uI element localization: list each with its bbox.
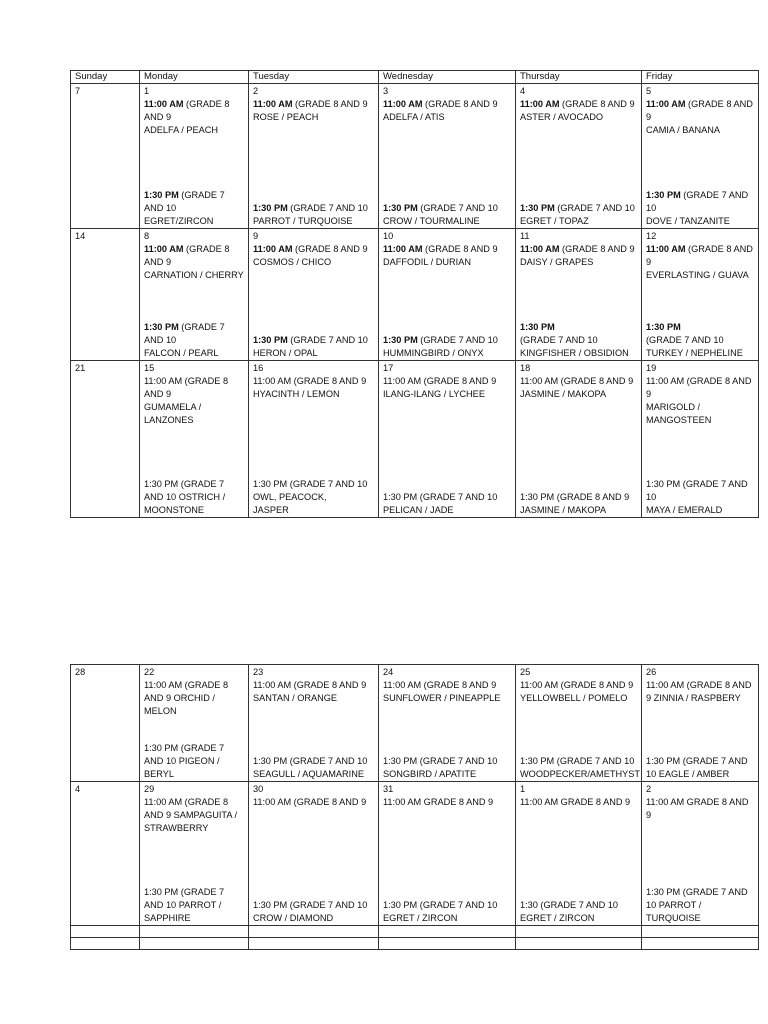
- am-time: 11:00 AM: [144, 244, 184, 254]
- empty-cell: [140, 938, 249, 950]
- day-number: 8: [144, 231, 150, 241]
- pm-sections: HUMMINGBIRD / ONYX: [383, 348, 484, 358]
- am-time: 11:00 AM: [144, 99, 184, 109]
- day-number: 22: [144, 667, 155, 677]
- sunday-cell: 4: [71, 782, 140, 926]
- day-cell: [140, 665, 249, 782]
- sunday-cell: 14: [71, 229, 140, 361]
- am-sections: MARIGOLD / MANGOSTEEN: [646, 402, 712, 425]
- week-row: [71, 229, 759, 361]
- pm-grade: (GRADE 7 AND 10: [646, 335, 724, 345]
- am-sections: DAISY / GRAPES: [520, 257, 594, 267]
- schedule-table-1: [70, 70, 759, 518]
- pm-session: 1:30 PM (GRADE 7 AND 10 PARROT / SAPPHIRE: [144, 887, 225, 923]
- pm-time: 1:30 PM: [253, 335, 288, 345]
- am-session: 11:00 AM (GRADE 8 AND 9 YELLOWBELL / POMELO: [520, 680, 634, 703]
- day-number: 24: [383, 667, 394, 677]
- am-grade: (GRADE 8 AND 9: [292, 99, 368, 109]
- am-grade: (GRADE 8 AND 9: [144, 99, 230, 122]
- pm-sections: MAYA / EMERALD: [646, 505, 723, 515]
- am-sections: GUMAMELA / LANZONES: [144, 402, 202, 425]
- day-number: 10: [383, 231, 394, 241]
- day-cell: [379, 782, 516, 926]
- am-sections: EVERLASTING / GUAVA: [646, 270, 749, 280]
- day-number: 4: [520, 86, 526, 96]
- am-grade: (GRADE 8 AND 9: [144, 244, 230, 267]
- day-number: 1: [144, 86, 150, 96]
- day-cell: [379, 361, 516, 518]
- day-cell: [642, 665, 759, 782]
- pm-grade: (GRADE 7 AND 10: [520, 335, 598, 345]
- day-number: 18: [520, 363, 531, 373]
- pm-grade: 1:30 PM (GRADE 7 AND 10: [383, 492, 498, 502]
- am-sections: DAFFODIL / DURIAN: [383, 257, 471, 267]
- week-row: [71, 84, 759, 229]
- pm-session: 1:30 PM (GRADE 7 AND 10 EAGLE / AMBER: [646, 756, 748, 779]
- sunday-cell: 21: [71, 361, 140, 518]
- pm-time: 1:30 PM: [646, 322, 681, 332]
- day-number: 19: [646, 363, 657, 373]
- day-number: 2: [253, 86, 259, 96]
- empty-cell: [140, 926, 249, 938]
- pm-time: 1:30 PM: [646, 190, 681, 200]
- pm-time: 1:30 PM: [383, 335, 418, 345]
- am-session: 11:00 AM GRADE 8 AND 9: [646, 797, 749, 820]
- schedule-table-2: [70, 664, 759, 950]
- pm-grade: (GRADE 7 AND 10: [287, 203, 368, 213]
- day-cell: [140, 229, 249, 361]
- pm-time: 1:30 PM: [253, 203, 288, 213]
- day-cell: [140, 782, 249, 926]
- day-number: 9: [253, 231, 259, 241]
- day-number: 5: [646, 86, 652, 96]
- day-cell: [249, 782, 379, 926]
- am-sections: JASMINE / MAKOPA: [520, 389, 607, 399]
- day-number: 29: [144, 784, 155, 794]
- header-tuesday: Tuesday: [249, 71, 379, 84]
- header-wednesday: Wednesday: [379, 71, 516, 84]
- am-grade: (GRADE 8 AND 9: [422, 244, 498, 254]
- pm-grade: 1:30 PM (GRADE 7 AND 10 OWL, PEACOCK,: [253, 479, 368, 502]
- day-number: 11: [520, 231, 530, 241]
- am-grade: (GRADE 8 AND 9: [559, 99, 635, 109]
- day-cell: [516, 665, 642, 782]
- am-session: 11:00 AM (GRADE 8 AND 9 SAMPAGUITA / STRAWBERRY: [144, 797, 238, 833]
- day-cell: [379, 665, 516, 782]
- pm-time: 1:30 PM: [520, 322, 555, 332]
- empty-cell: [71, 926, 140, 938]
- pm-sections: EGRET / TOPAZ: [520, 216, 589, 226]
- am-time: 11:00 AM: [646, 99, 686, 109]
- day-number: 2: [646, 784, 652, 794]
- empty-cell: [642, 926, 759, 938]
- am-grade: (GRADE 8 AND 9: [292, 244, 368, 254]
- am-grade: (GRADE 8 AND 9: [422, 99, 498, 109]
- day-number: 12: [646, 231, 657, 241]
- am-session: 11:00 AM (GRADE 8 AND 9 SUNFLOWER / PINEAPPLE: [383, 680, 501, 703]
- header-friday: Friday: [642, 71, 759, 84]
- pm-session: 1:30 PM (GRADE 7 AND 10 SEAGULL / AQUAMARINE: [253, 756, 368, 779]
- pm-time: 1:30 PM: [144, 322, 179, 332]
- am-session: 11:00 AM (GRADE 8 AND 9: [253, 797, 367, 807]
- pm-sections: TURKEY / NEPHELINE: [646, 348, 743, 358]
- day-cell: [379, 229, 516, 361]
- pm-session: 1:30 PM (GRADE 7 AND 10 PIGEON / BERYL: [144, 743, 225, 779]
- header-monday: Monday: [140, 71, 249, 84]
- sunday-cell: 28: [71, 665, 140, 782]
- sunday-cell: 7: [71, 84, 140, 229]
- week-row: [71, 665, 759, 782]
- empty-row: [71, 938, 759, 950]
- day-number: 16: [253, 363, 264, 373]
- week-row: [71, 361, 759, 518]
- am-time: 11:00 AM: [520, 244, 560, 254]
- am-session: 11:00 AM (GRADE 8 AND 9 ZINNIA / RASPBERY: [646, 680, 752, 703]
- header-row: [71, 71, 759, 84]
- day-number: 30: [253, 784, 264, 794]
- pm-session: 1:30 PM (GRADE 7 AND 10 EGRET / ZIRCON: [383, 900, 498, 923]
- day-cell: [249, 361, 379, 518]
- day-cell: [140, 361, 249, 518]
- header-sunday: Sunday: [71, 71, 140, 84]
- am-sections: CAMIA / BANANA: [646, 125, 721, 135]
- pm-session: 1:30 PM (GRADE 7 AND 10 SONGBIRD / APATITE: [383, 756, 498, 779]
- am-session: 11:00 AM GRADE 8 AND 9: [383, 797, 494, 807]
- day-cell: [249, 229, 379, 361]
- day-cell: [140, 84, 249, 229]
- day-cell: [642, 84, 759, 229]
- day-number: 23: [253, 667, 264, 677]
- am-sections: ILANG-ILANG / LYCHEE: [383, 389, 485, 399]
- pm-grade: 1:30 PM (GRADE 8 AND 9: [520, 492, 630, 502]
- am-sections: HYACINTH / LEMON: [253, 389, 340, 399]
- day-number: 15: [144, 363, 155, 373]
- day-cell: [249, 665, 379, 782]
- week-row: [71, 782, 759, 926]
- pm-sections: CROW / TOURMALINE: [383, 216, 480, 226]
- am-grade: 11:00 AM (GRADE 8 AND 9: [646, 376, 752, 399]
- pm-sections: KINGFISHER / OBSIDION: [520, 348, 629, 358]
- pm-session: 1:30 (GRADE 7 AND 10 EGRET / ZIRCON: [520, 900, 619, 923]
- am-grade: (GRADE 8 AND 9: [559, 244, 635, 254]
- pm-grade: (GRADE 7 AND 10: [144, 190, 225, 213]
- am-grade: (GRADE 8 AND 9: [646, 99, 753, 122]
- am-sections: ROSE / PEACH: [253, 112, 319, 122]
- pm-time: 1:30 PM: [383, 203, 418, 213]
- day-cell: [379, 84, 516, 229]
- am-grade: (GRADE 8 AND 9: [646, 244, 753, 267]
- am-sections: COSMOS / CHICO: [253, 257, 332, 267]
- pm-grade: (GRADE 7 AND 10: [646, 190, 749, 213]
- am-time: 11:00 AM: [383, 244, 423, 254]
- day-cell: [642, 229, 759, 361]
- empty-cell: [379, 938, 516, 950]
- empty-cell: [71, 938, 140, 950]
- pm-sections: FALCON / PEARL: [144, 348, 219, 358]
- pm-grade: 1:30 PM (GRADE 7 AND 10: [646, 479, 748, 502]
- day-number: 1: [520, 784, 526, 794]
- pm-sections: JASPER: [253, 505, 289, 515]
- day-cell: [516, 361, 642, 518]
- am-grade: 11:00 AM (GRADE 8 AND 9: [520, 376, 634, 386]
- pm-grade: 1:30 PM (GRADE 7 AND 10 OSTRICH /: [144, 479, 226, 502]
- day-number: 17: [383, 363, 394, 373]
- day-cell: [516, 229, 642, 361]
- empty-cell: [642, 938, 759, 950]
- day-cell: [516, 84, 642, 229]
- am-time: 11:00 AM: [253, 244, 293, 254]
- day-number: 25: [520, 667, 531, 677]
- day-cell: [642, 361, 759, 518]
- pm-sections: PARROT / TURQUOISE: [253, 216, 353, 226]
- am-grade: 11:00 AM (GRADE 8 AND 9: [383, 376, 497, 386]
- empty-cell: [249, 938, 379, 950]
- pm-sections: EGRET/ZIRCON: [144, 216, 214, 226]
- am-time: 11:00 AM: [383, 99, 423, 109]
- pm-time: 1:30 PM: [144, 190, 179, 200]
- empty-cell: [516, 926, 642, 938]
- am-time: 11:00 AM: [646, 244, 686, 254]
- pm-sections: HERON / OPAL: [253, 348, 318, 358]
- day-cell: [516, 782, 642, 926]
- pm-grade: (GRADE 7 AND 10: [144, 322, 225, 345]
- pm-grade: (GRADE 7 AND 10: [287, 335, 368, 345]
- empty-cell: [379, 926, 516, 938]
- pm-session: 1:30 PM (GRADE 7 AND 10 WOODPECKER/AMETHYST: [520, 756, 640, 779]
- pm-grade: (GRADE 7 AND 10: [417, 335, 498, 345]
- pm-sections: JASMINE / MAKOPA: [520, 505, 607, 515]
- empty-cell: [516, 938, 642, 950]
- pm-sections: DOVE / TANZANITE: [646, 216, 730, 226]
- am-session: 11:00 AM (GRADE 8 AND 9 ORCHID / MELON: [144, 680, 229, 716]
- am-sections: ADELFA / ATIS: [383, 112, 445, 122]
- pm-session: 1:30 PM (GRADE 7 AND 10 PARROT / TURQUOISE: [646, 887, 748, 923]
- empty-cell: [249, 926, 379, 938]
- am-sections: ADELFA / PEACH: [144, 125, 219, 135]
- header-thursday: Thursday: [516, 71, 642, 84]
- day-cell: [249, 84, 379, 229]
- day-number: 3: [383, 86, 389, 96]
- pm-grade: (GRADE 7 AND 10: [554, 203, 635, 213]
- am-time: 11:00 AM: [253, 99, 293, 109]
- day-number: 31: [383, 784, 394, 794]
- day-number: 26: [646, 667, 657, 677]
- pm-session: 1:30 PM (GRADE 7 AND 10 CROW / DIAMOND: [253, 900, 368, 923]
- am-session: 11:00 AM (GRADE 8 AND 9 SANTAN / ORANGE: [253, 680, 367, 703]
- am-grade: 11:00 AM (GRADE 8 AND 9: [144, 376, 229, 399]
- pm-grade: (GRADE 7 AND 10: [417, 203, 498, 213]
- am-grade: 11:00 AM (GRADE 8 AND 9: [253, 376, 367, 386]
- pm-time: 1:30 PM: [520, 203, 555, 213]
- day-cell: [642, 782, 759, 926]
- am-sections: CARNATION / CHERRY: [144, 270, 244, 280]
- am-sections: ASTER / AVOCADO: [520, 112, 604, 122]
- pm-sections: PELICAN / JADE: [383, 505, 454, 515]
- am-session: 11:00 AM GRADE 8 AND 9: [520, 797, 631, 807]
- pm-sections: MOONSTONE: [144, 505, 205, 515]
- am-time: 11:00 AM: [520, 99, 560, 109]
- empty-row: [71, 926, 759, 938]
